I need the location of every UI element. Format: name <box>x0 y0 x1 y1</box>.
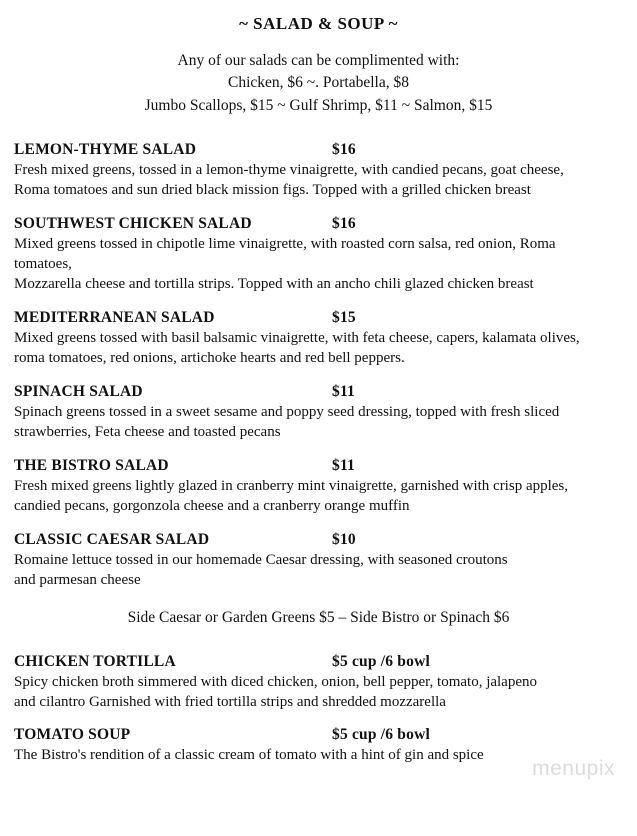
description-line: tomatoes, <box>14 256 72 273</box>
menu-item-header <box>14 309 623 327</box>
description-line: Spicy chicken broth simmered with diced chicken, onion, bell pepper, tomato, jalapeno <box>14 673 538 690</box>
menu-item-header <box>14 215 623 233</box>
salad-section <box>14 141 623 590</box>
menu-item-description <box>14 673 623 713</box>
menu-item-price: $16 <box>332 141 356 159</box>
intro-line-2: Chicken, $6 ~. Portabella, $8 <box>227 74 409 92</box>
description-line: candied pecans, gorgonzola cheese and a cranberry orange muffin <box>14 497 410 514</box>
menu-item-name: TOMATO SOUP <box>14 726 131 744</box>
menu-item-header <box>14 531 623 549</box>
description-line: Fresh mixed greens, tossed in a lemon-thyme vinaigrette, with candied pecans, goat cheese, <box>14 162 564 179</box>
description-line: and cilantro Garnished with fried tortilla strips and shredded mozzarella <box>14 693 446 710</box>
menu-item-description <box>14 477 623 517</box>
menu-item <box>14 653 623 713</box>
menu-item-description <box>14 403 623 443</box>
menu-item-price: $5 cup /6 bowl <box>332 726 430 744</box>
sides-note: Side Caesar or Garden Greens $5 – Side Bistro or Spinach $6 <box>127 608 510 626</box>
intro-line-1: Any of our salads can be complimented with: <box>177 52 460 69</box>
intro-line-3: Jumbo Scallops, $15 ~ Gulf Shrimp, $11 ~ Salmon, $15 <box>144 96 493 114</box>
menu-item-header <box>14 726 623 744</box>
description-line: Mozzarella cheese and tortilla strips. Topped with an ancho chili glazed chicken breast <box>14 276 534 293</box>
menu-item <box>14 457 623 517</box>
menu-item-header <box>14 141 623 159</box>
description-line: Mixed greens tossed in chipotle lime vinaigrette, with roasted corn salsa, red onion, Roma <box>14 236 556 253</box>
menu-item-price: $15 <box>332 309 356 327</box>
menu-item-price: $11 <box>332 382 355 400</box>
description-line: roma tomatoes, red onions, artichoke hearts and red bell peppers. <box>14 350 405 367</box>
menu-item-name: CHICKEN TORTILLA <box>14 652 176 670</box>
menu-item-name: CLASSIC CAESAR SALAD <box>14 530 210 548</box>
menu-item <box>14 141 623 201</box>
menu-item <box>14 383 623 443</box>
menu-item-description <box>14 551 623 591</box>
soup-section <box>14 653 623 767</box>
page-title: ~ SALAD & SOUP ~ <box>239 14 398 33</box>
description-line: Romaine lettuce tossed in our homemade Caesar dressing, with seasoned croutons <box>14 551 508 568</box>
menu-item-name: THE BISTRO SALAD <box>14 456 169 474</box>
menu-item <box>14 531 623 591</box>
description-line: Fresh mixed greens lightly glazed in cranberry mint vinaigrette, garnished with crisp apples, <box>14 477 569 494</box>
menu-item <box>14 215 623 295</box>
menu-item-name: SPINACH SALAD <box>14 382 143 400</box>
menu-item-description <box>14 161 623 201</box>
description-line: and parmesan cheese <box>14 571 141 588</box>
menu-item-name: SOUTHWEST CHICKEN SALAD <box>14 215 252 233</box>
watermark: menupix <box>532 757 615 780</box>
menu-item-price: $16 <box>332 215 356 233</box>
description-line: Mixed greens tossed with basil balsamic vinaigrette, with feta cheese, capers, kalamata olives, <box>14 330 580 347</box>
description-line: strawberries, Feta cheese and toasted pecans <box>14 423 281 440</box>
description-line: Spinach greens tossed in a sweet sesame and poppy seed dressing, topped with fresh sliced <box>14 403 560 420</box>
menu-item-header <box>14 383 623 401</box>
description-line: The Bistro's rendition of a classic cream of tomato with a hint of gin and spice <box>14 747 484 764</box>
menu-item <box>14 309 623 369</box>
menu-item-description <box>14 235 623 295</box>
menu-item-price: $11 <box>332 456 355 474</box>
menu-item-header <box>14 653 623 671</box>
menu-item-header <box>14 457 623 475</box>
menu-item-description <box>14 329 623 369</box>
menu-item-price: $10 <box>332 530 356 548</box>
description-line: Roma tomatoes and sun dried black mission figs. Topped with a grilled chicken breast <box>14 182 531 199</box>
menu-item-price: $5 cup /6 bowl <box>332 652 430 670</box>
intro-block <box>14 50 623 117</box>
menu-item-name: LEMON-THYME SALAD <box>14 141 197 159</box>
menu-item-name: MEDITERRANEAN SALAD <box>14 309 215 327</box>
